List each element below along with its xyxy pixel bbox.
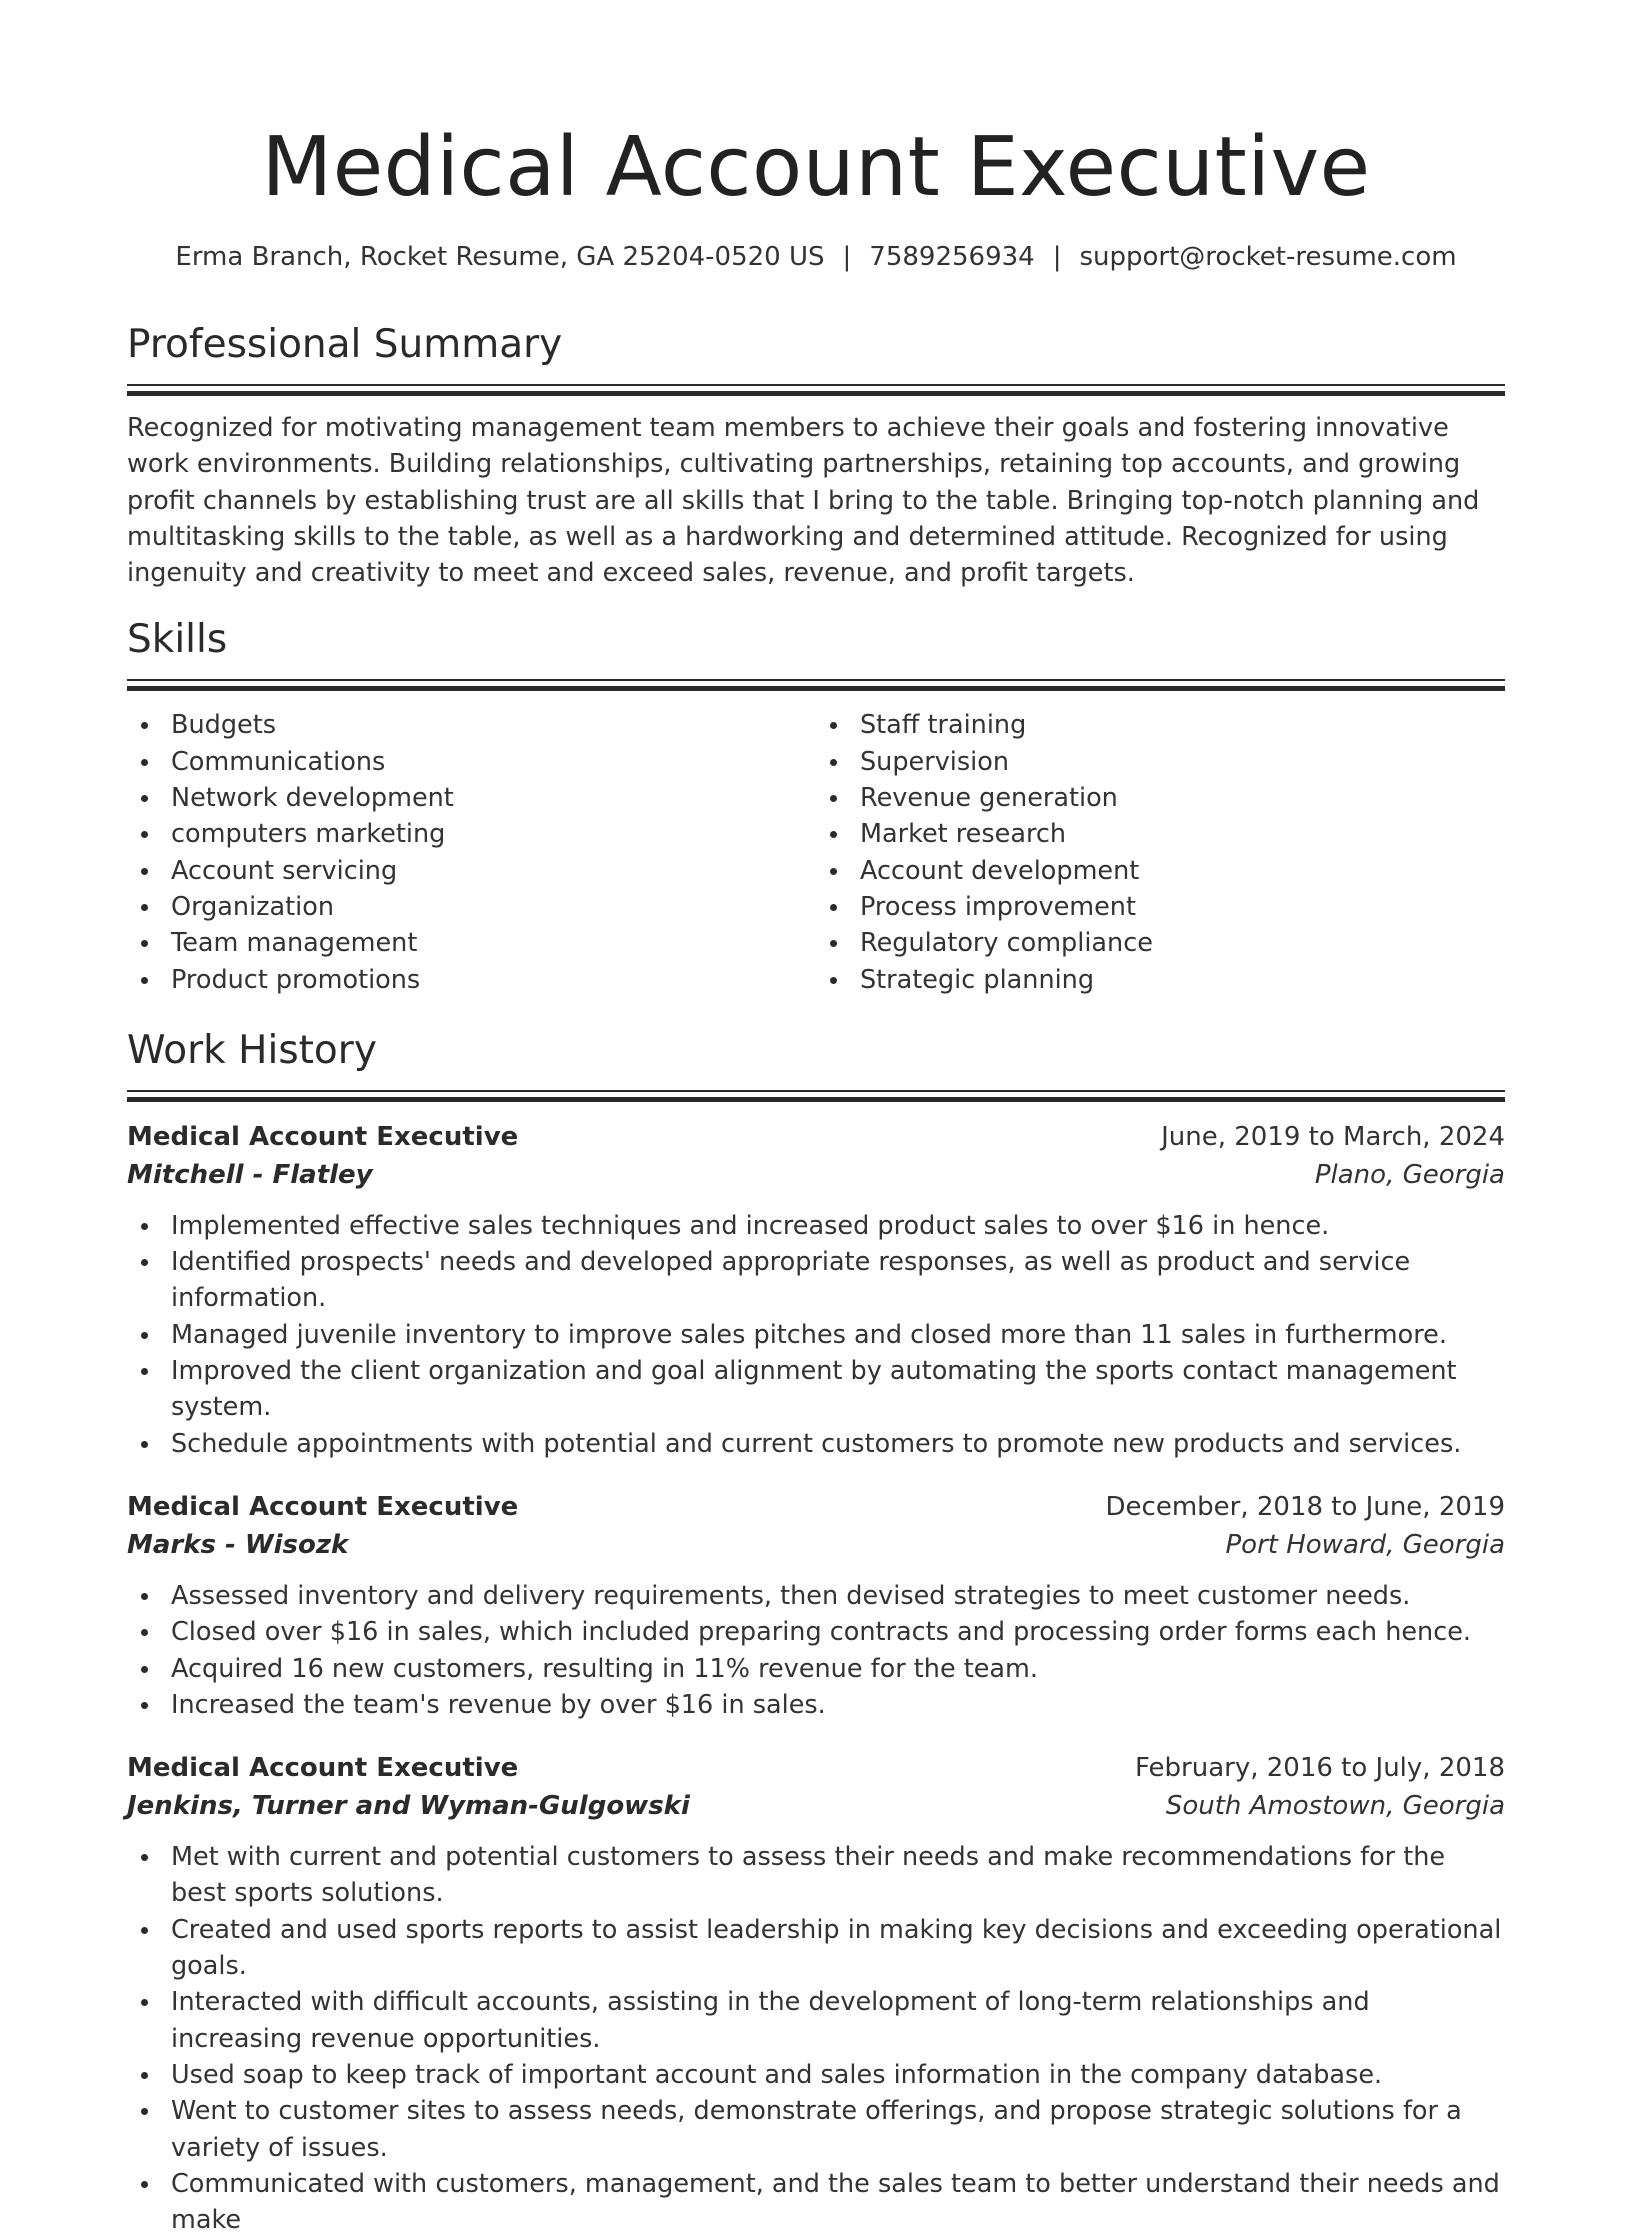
- summary-text: Recognized for motivating management team members to achieve their goals and fostering innovative work environments. Building relationships, cultivating partnerships, retaining top accounts, and growing profit channels by establishing trust are all skills that I bring to the table. Bringing top-notch planning and multitasking skills to the table, as well as a hardworking and determined attitude. Recognized for using ingenuity and creativity to meet and exceed sales, revenue, and profit targets.: [127, 413, 1480, 589]
- section-divider: [127, 384, 1505, 396]
- job-bullet: Acquired 16 new customers, resulting in 11% revenue for the team.: [127, 1651, 1505, 1687]
- skill-item: Team management: [127, 925, 816, 961]
- resume-title: Medical Account Executive: [261, 120, 1371, 215]
- skill-item: Budgets: [127, 707, 816, 743]
- contact-email[interactable]: support@rocket-resume.com: [1079, 242, 1457, 272]
- job-bullet: Went to customer sites to assess needs, demonstrate offerings, and propose strategic solutions for a variety of issues.: [127, 2093, 1505, 2166]
- job-entry: [127, 1118, 1505, 1462]
- job-entry: [127, 1749, 1505, 2238]
- job-bullet: Increased the team's revenue by over $16 in sales.: [127, 1687, 1505, 1723]
- contact-line: [127, 240, 1505, 274]
- section-heading-skills: Skills: [127, 617, 228, 663]
- job-bullets: [127, 1839, 1505, 2238]
- job-dates: February, 2016 to July, 2018: [1135, 1753, 1505, 1784]
- section-divider: [127, 1090, 1505, 1102]
- job-bullet: Met with current and potential customers to assess their needs and make recommendations for the best sports solutions.: [127, 1839, 1505, 1912]
- contact-separator: |: [1052, 242, 1062, 272]
- job-company: Marks - Wisozk: [127, 1529, 349, 1560]
- job-bullet: Improved the client organization and goal alignment by automating the sports contact management system.: [127, 1353, 1505, 1426]
- job-title: Medical Account Executive: [127, 1121, 519, 1152]
- skill-item: Staff training: [816, 707, 1505, 743]
- section-heading-summary: Professional Summary: [127, 322, 563, 367]
- work-history-section: [127, 1026, 1505, 2238]
- job-bullet: Identified prospects' needs and developed appropriate responses, as well as product and service information.: [127, 1244, 1505, 1317]
- job-bullet: Created and used sports reports to assist leadership in making key decisions and exceeding operational goals.: [127, 1912, 1505, 1985]
- contact-phone: 7589256934: [869, 242, 1035, 272]
- job-title: Medical Account Executive: [127, 1753, 519, 1784]
- skills-section: [127, 615, 1505, 997]
- skill-item: Process improvement: [816, 889, 1505, 925]
- contact-address: Erma Branch, Rocket Resume, GA 25204-0520 US: [175, 242, 825, 272]
- skill-item: Strategic planning: [816, 962, 1505, 998]
- skills-list-left: [127, 707, 816, 997]
- section-heading-work-history: Work History: [127, 1027, 377, 1073]
- skill-item: Organization: [127, 889, 816, 925]
- job-bullet: Assessed inventory and delivery requirements, then devised strategies to meet customer needs.: [127, 1578, 1505, 1614]
- job-company: Mitchell - Flatley: [127, 1159, 373, 1190]
- job-location: South Amostown, Georgia: [1165, 1791, 1505, 1822]
- skill-item: Account development: [816, 853, 1505, 889]
- skill-item: Regulatory compliance: [816, 925, 1505, 961]
- job-dates: June, 2019 to March, 2024: [1161, 1121, 1505, 1152]
- job-title: Medical Account Executive: [127, 1491, 519, 1522]
- skill-item: computers marketing: [127, 816, 816, 852]
- job-location: Port Howard, Georgia: [1225, 1529, 1505, 1560]
- skills-columns: [127, 707, 1505, 997]
- job-bullet: Implemented effective sales techniques and increased product sales to over $16 in hence.: [127, 1208, 1505, 1244]
- skill-item: Communications: [127, 744, 816, 780]
- job-bullets: [127, 1208, 1505, 1462]
- skills-list-right: [816, 707, 1505, 997]
- skill-item: Market research: [816, 816, 1505, 852]
- job-company: Jenkins, Turner and Wyman-Gulgowski: [127, 1791, 690, 1822]
- skill-item: Account servicing: [127, 853, 816, 889]
- job-bullet: Schedule appointments with potential and current customers to promote new products and services.: [127, 1426, 1505, 1462]
- job-location: Plano, Georgia: [1314, 1159, 1505, 1190]
- job-bullet: Closed over $16 in sales, which included preparing contracts and processing order forms each hence.: [127, 1614, 1505, 1650]
- job-bullet: Communicated with customers, management, and the sales team to better understand their needs and make: [127, 2166, 1505, 2238]
- skill-item: Supervision: [816, 744, 1505, 780]
- section-divider: [127, 679, 1505, 691]
- job-bullet: Used soap to keep track of important account and sales information in the company database.: [127, 2057, 1505, 2093]
- job-dates: December, 2018 to June, 2019: [1105, 1491, 1505, 1522]
- job-entry: [127, 1488, 1505, 1723]
- job-bullets: [127, 1578, 1505, 1723]
- job-bullet: Managed juvenile inventory to improve sales pitches and closed more than 11 sales in furthermore.: [127, 1317, 1505, 1353]
- skill-item: Revenue generation: [816, 780, 1505, 816]
- job-bullet: Interacted with difficult accounts, assisting in the development of long-term relationships and increasing revenue opportunities.: [127, 1984, 1505, 2057]
- skill-item: Network development: [127, 780, 816, 816]
- professional-summary-section: [127, 320, 1505, 591]
- contact-separator: |: [842, 242, 852, 272]
- skill-item: Product promotions: [127, 962, 816, 998]
